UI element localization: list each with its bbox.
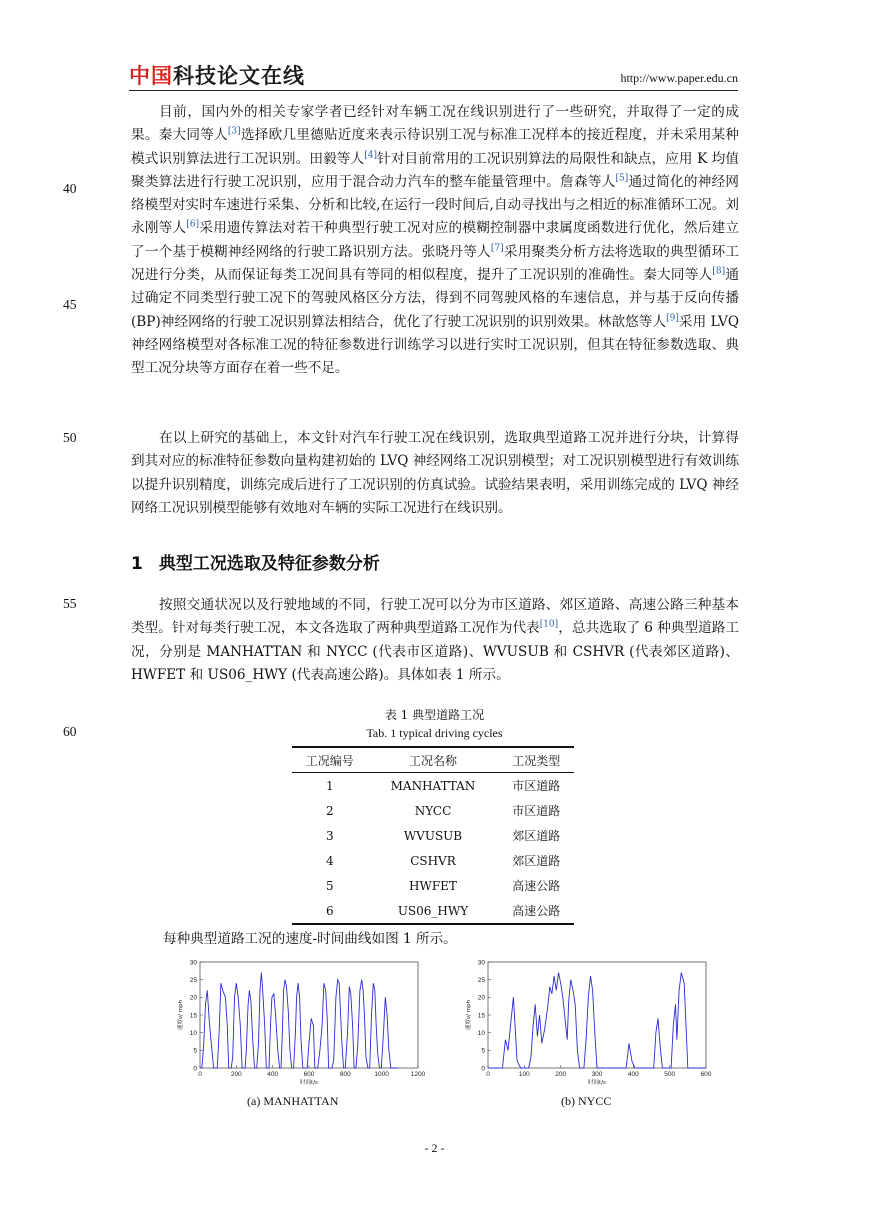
y-tick-label: 20 (189, 994, 197, 1002)
x-axis-label: 时间t/s (300, 1080, 318, 1086)
x-tick-label: 1000 (374, 1071, 389, 1078)
paragraph-related-work (131, 101, 739, 381)
y-axis-label: 速度v/ mph (466, 999, 472, 1031)
table-cell: 1 (325, 778, 334, 793)
x-tick-label: 100 (518, 1071, 530, 1078)
citation-9[interactable]: [9] (666, 313, 679, 324)
text-run: 采用遗传算法对若干种典型行驶工况对应的模糊控制器中隶属度函数进行优化，然后建立了一个基于模糊神经网络的行驶工路识别方法。张晓丹等人 (131, 220, 739, 260)
table-cell: MANHATTAN (390, 778, 476, 793)
manhattan-speed-chart (172, 954, 428, 1086)
table-cell: WVUSUB (403, 828, 463, 843)
table-header-cell: 工况名称 (368, 747, 499, 773)
text-run: 通过确定不同类型行驶工况下的驾驶风格区分方法，得到不同驾驶风格的车速信息，并与基于反向传播(BP)神经网络的行驶工况识别算法相结合，优化了行驶工况识别的识别效果。林歆悠等人 (131, 267, 739, 330)
y-tick-label: 0 (193, 1065, 197, 1073)
header-url[interactable]: http://www.paper.edu.cn (620, 71, 738, 85)
line-number: 40 (63, 181, 77, 196)
speed-series-line (488, 973, 706, 1068)
citation-8[interactable]: [8] (712, 266, 726, 277)
figure-subcaption-b: (b) NYCC (561, 1094, 612, 1108)
x-tick-label: 800 (339, 1071, 351, 1078)
table-caption-cn: 表 1 典型道路工况 (384, 708, 485, 722)
table-cell: 郊区道路 (512, 854, 561, 868)
y-tick-label: 20 (477, 994, 485, 1002)
table-cell: HWFET (409, 878, 457, 893)
x-tick-label: 200 (230, 1071, 242, 1078)
plot-frame (488, 962, 706, 1068)
text-run: 选择欧几里德贴近度来表示待识别工况与标准工况样本的接近程度，并未采用某种模式识别算法进行工况识别。田毅等人 (131, 127, 740, 167)
header-rule (129, 90, 738, 91)
table-header-row (292, 747, 574, 773)
line-number: 45 (63, 297, 77, 312)
journal-logo (129, 63, 305, 89)
text-run: ，总共选取了 6 种典型道路工况，分别是 MANHATTAN 和 NYCC (代表市区道路)、WVUSUB 和 CSHVR (代表郊区道路)、HWFET 和 US06_HWY (代表高速公路)。具体如表 1 所示。 (131, 620, 739, 683)
x-tick-label: 400 (267, 1071, 279, 1078)
figure-intro-text: 每种典型道路工况的速度-时间曲线如图 1 所示。 (163, 931, 457, 947)
nycc-speed-chart (460, 954, 716, 1086)
y-tick-label: 0 (481, 1065, 485, 1073)
x-tick-label: 0 (198, 1071, 202, 1078)
x-tick-label: 500 (664, 1071, 676, 1078)
table-cell: 3 (325, 828, 334, 843)
line-number: 60 (63, 724, 77, 739)
table-header-cell: 工况类型 (498, 747, 574, 773)
table-row (292, 823, 574, 848)
y-tick-label: 15 (189, 1012, 197, 1020)
table-cell: 高速公路 (512, 879, 561, 893)
section-title: 典型工况选取及特征参数分析 (158, 554, 380, 574)
section-heading (131, 549, 380, 574)
logo-dark-text: 科技论文在线 (173, 64, 305, 88)
figure-subcaption-a: (a) MANHATTAN (247, 1094, 339, 1108)
table-row (292, 898, 574, 924)
x-tick-label: 0 (486, 1071, 490, 1078)
x-tick-label: 400 (627, 1071, 639, 1078)
y-tick-label: 10 (477, 1029, 485, 1037)
table-cell: 6 (292, 898, 368, 924)
x-axis-label: 时间t/s (588, 1080, 606, 1086)
line-number: 55 (63, 596, 77, 611)
table-row (292, 773, 574, 799)
citation-3[interactable]: [3] (227, 126, 241, 137)
text-run: 采用聚类分析方法将选取的典型循环工况进行分类，从而保证每类工况间具有等同的相似程度，提升了工况识别的准确性。秦大同等人 (131, 243, 740, 284)
x-tick-label: 200 (555, 1071, 567, 1078)
y-axis-label: 速度v/ mph (178, 999, 184, 1031)
x-tick-label: 300 (591, 1071, 603, 1078)
x-tick-label: 1200 (410, 1071, 426, 1078)
y-tick-label: 5 (193, 1047, 197, 1055)
table-cell: NYCC (414, 803, 452, 818)
table-cell: 郊区道路 (512, 829, 561, 843)
text-run: 通过简化的神经网络模型对实时车速进行采集、分析和比较,在运行一段时间后,自动寻找出与之相近的标准循环工况。刘永刚等人 (131, 173, 740, 237)
citation-5[interactable]: [5] (615, 173, 629, 184)
citation-7[interactable]: [7] (490, 243, 504, 254)
page-number: - 2 - (424, 1141, 445, 1155)
table-cell: 4 (325, 853, 334, 868)
speed-series-line (200, 973, 398, 1068)
table-cell: 市区道路 (512, 804, 561, 818)
table-cell: 2 (325, 803, 334, 818)
table-cell: US06_HWY (368, 898, 499, 924)
text-run: 采用 LVQ 神经网络模型对各标准工况的特征参数进行训练学习以进行实时工况识别，但其在特征参数选取、典型工况分块等方面存在着一些不足。 (131, 313, 739, 377)
y-tick-label: 30 (189, 959, 197, 967)
table-cell: 市区道路 (512, 779, 561, 793)
table-cell: 高速公路 (498, 898, 574, 924)
table-caption-en: Tab. 1 typical driving cycles (366, 726, 503, 740)
section-number: 1 (131, 554, 143, 574)
logo-red-text: 中国 (129, 64, 173, 88)
table-row (292, 848, 574, 873)
y-tick-label: 10 (189, 1029, 197, 1037)
y-tick-label: 25 (189, 976, 197, 984)
text-run: 目前，国内外的相关专家学者已经针对车辆工况在线识别进行了一些研究，并取得了一定的成果。秦大同等人 (131, 104, 739, 144)
driving-cycles-table (292, 746, 574, 925)
line-number: 50 (63, 430, 77, 445)
text-run: 按照交通状况以及行驶地域的不同，行驶工况可以分为市区道路、郊区道路、高速公路三种基本类型。针对每类行驶工况，本文各选取了两种典型道路工况作为代表 (131, 597, 739, 637)
table-row (292, 798, 574, 823)
y-tick-label: 15 (477, 1012, 485, 1020)
y-tick-label: 5 (481, 1047, 485, 1055)
paragraph-cycle-selection (131, 594, 739, 687)
citation-4[interactable]: [4] (364, 150, 377, 161)
paragraph-approach: 在以上研究的基础上，本文针对汽车行驶工况在线识别，选取典型道路工况并进行分块，计算得到其对应的标准特征参数向量构建初始的 LVQ 神经网络工况识别模型；对工况识别模型进行有效训练以提升识别精度，训练完成后进行了工况识别的仿真试验。试验结果表明，采用训练完成的 LVQ 神经网络工况识别模型能够有效地对车辆的实际工况进行在线识别。 (131, 430, 739, 516)
citation-10[interactable]: [10] (539, 619, 559, 630)
text-run: 针对目前常用的工况识别算法的局限性和缺点，应用 K 均值聚类算法进行行驶工况识别，应用于混合动力汽车的整车能量管理中。詹森等人 (131, 150, 740, 190)
table-cell: 5 (325, 878, 334, 893)
y-tick-label: 30 (477, 959, 485, 967)
table-cell: CSHVR (410, 853, 456, 868)
citation-6[interactable]: [6] (186, 219, 200, 230)
table-row (292, 873, 574, 898)
y-tick-label: 25 (477, 976, 485, 984)
x-tick-label: 600 (303, 1071, 315, 1078)
table-header-cell: 工况编号 (292, 747, 368, 773)
x-tick-label: 600 (700, 1071, 712, 1078)
